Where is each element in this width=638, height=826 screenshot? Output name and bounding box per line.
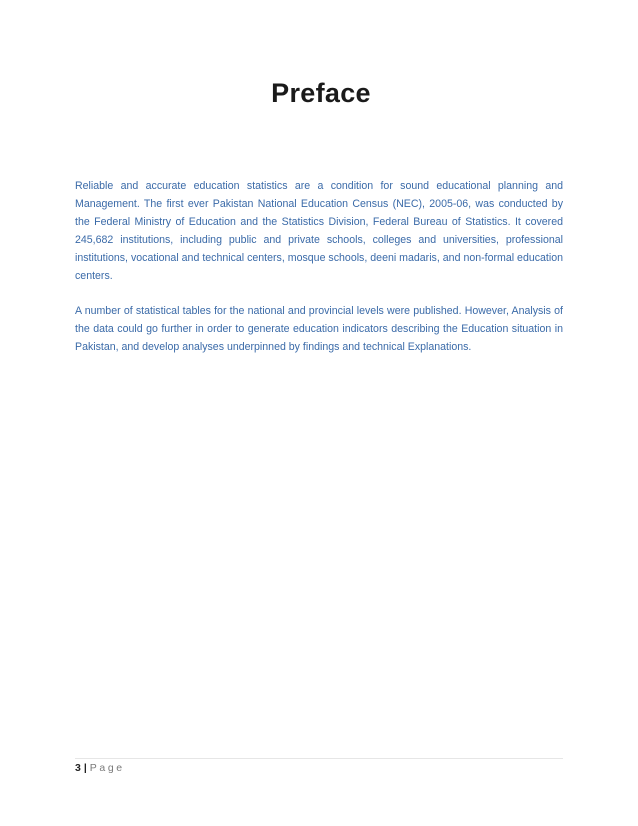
page-footer [75,762,125,774]
paragraph: Reliable and accurate education statistics are a condition for sound educational planning and Management. The first ever Pakistan National Education Census (NEC), 2005-06, was conducted by the Federal Ministry of Education and the Statistics Division, Federal Bureau of Statistics. It covered 245,682 institutions, including public and private schools, colleges and universities, professional institutions, vocational and technical centers, mosque schools, deeni madaris, and non-formal education centers. [75,180,563,282]
page-label: Page [89,762,125,774]
body-text [75,178,563,375]
footer-separator: | [83,762,87,774]
page-number: 3 [75,762,81,774]
footer-divider [75,758,563,759]
paragraph: A number of statistical tables for the national and provincial levels were published. However, Analysis of the data could go further in order to generate education indicators describing the Education situation in Pakistan, and develop analyses underpinned by findings and technical Explanations. [75,305,563,354]
page-title: Preface [271,78,371,108]
